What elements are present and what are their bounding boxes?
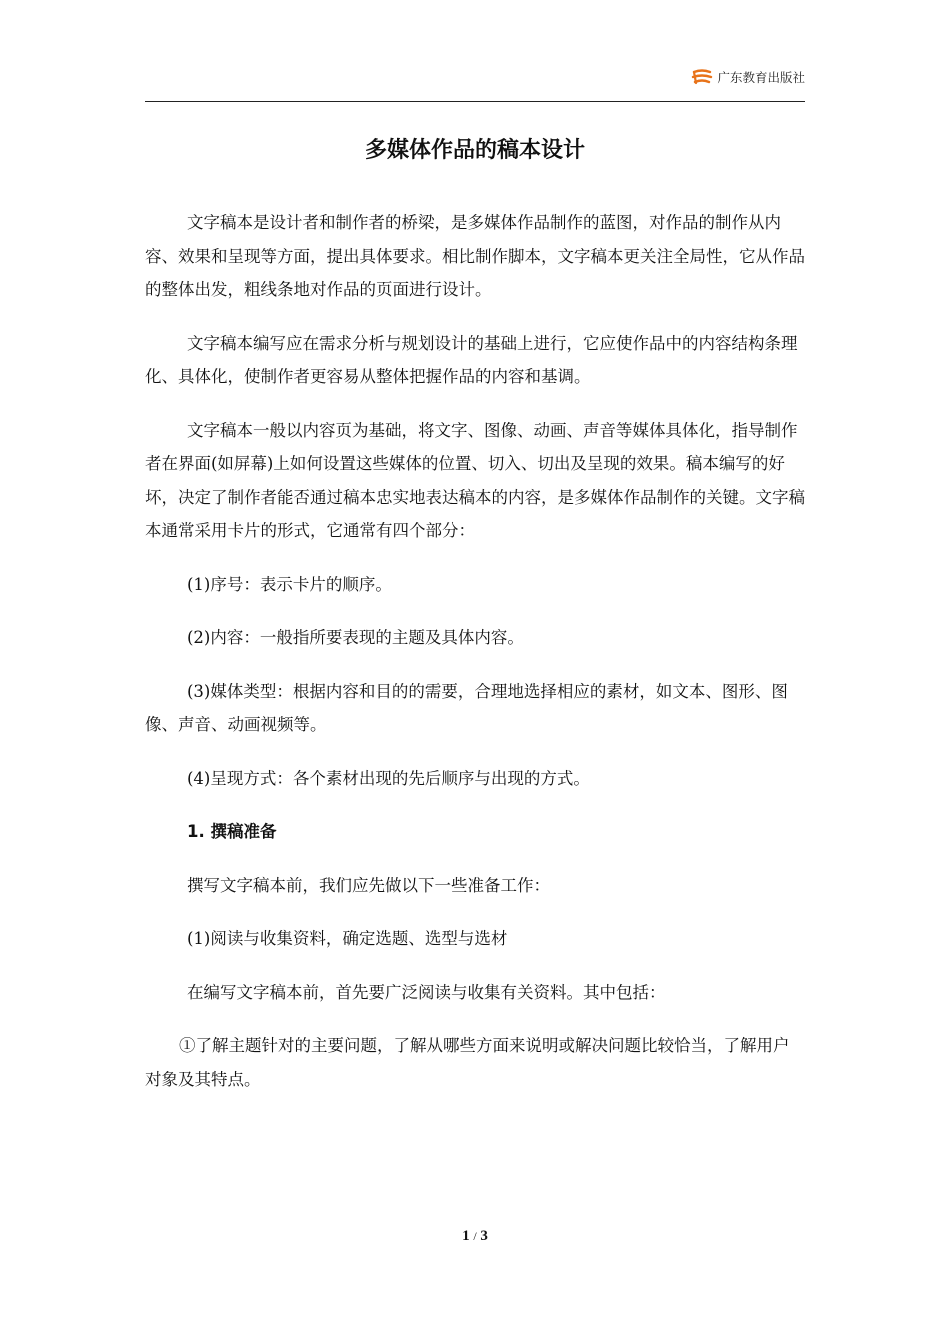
page-number [0, 1228, 950, 1245]
section-intro: 撰写文字稿本前，我们应先做以下一些准备工作： [187, 875, 550, 895]
page-title: 多媒体作品的稿本设计 [364, 138, 585, 163]
page-header [145, 60, 805, 102]
card-part-item: (4)呈现方式：各个素材出现的先后顺序与出现的方式。 [187, 768, 590, 788]
page-current: 1 [462, 1228, 470, 1244]
page-total: 3 [480, 1228, 488, 1244]
paragraph-card-format: 文字稿本一般以内容页为基础，将文字、图像、动画、声音等媒体具体化，指导制作者在界面(如屏幕)上如何设置这些媒体的位置、切入、切出及呈现的效果。稿本编写的好坏，决定了制作者能否通过稿本忠实地表达稿本的内容，是多媒体作品制作的关键。文字稿本通常采用卡片的形式，它通常有四个部分： [145, 420, 805, 540]
publisher-brand [691, 68, 805, 86]
publisher-name: 广东教育出版社 [717, 70, 805, 85]
document-body [145, 206, 805, 1096]
card-part-item: (2)内容：一般指所要表现的主题及具体内容。 [187, 628, 524, 647]
publisher-logo-icon [691, 68, 713, 86]
card-part-item: (3)媒体类型：根据内容和目的的需要，合理地选择相应的素材，如文本、图形、图像、声音、动画视频等。 [145, 681, 788, 734]
paragraph-intro: 文字稿本是设计者和制作者的桥梁，是多媒体作品制作的蓝图，对作品的制作从内容、效果和呈现等方面，提出具体要求。相比制作脚本，文字稿本更关注全局性，它从作品的整体出发，粗线条地对作品的页面进行设计。 [145, 213, 805, 299]
paragraph-basis: 文字稿本编写应在需求分析与规划设计的基础上进行，它应使作品中的内容结构条理化、具体化，使制作者更容易从整体把握作品的内容和基调。 [145, 333, 798, 386]
card-part-item: (1)序号：表示卡片的顺序。 [187, 574, 392, 594]
section-heading: 1. 撰稿准备 [187, 822, 277, 841]
subsection-heading: (1)阅读与收集资料，确定选题、选型与选材 [187, 929, 508, 948]
list-item: ①了解主题针对的主要问题，了解从哪些方面来说明或解决问题比较恰当，了解用户对象及其特点。 [145, 1036, 790, 1089]
header-divider [145, 101, 805, 102]
subsection-intro: 在编写文字稿本前，首先要广泛阅读与收集有关资料。其中包括： [187, 982, 666, 1002]
page-separator: / [473, 1229, 477, 1243]
